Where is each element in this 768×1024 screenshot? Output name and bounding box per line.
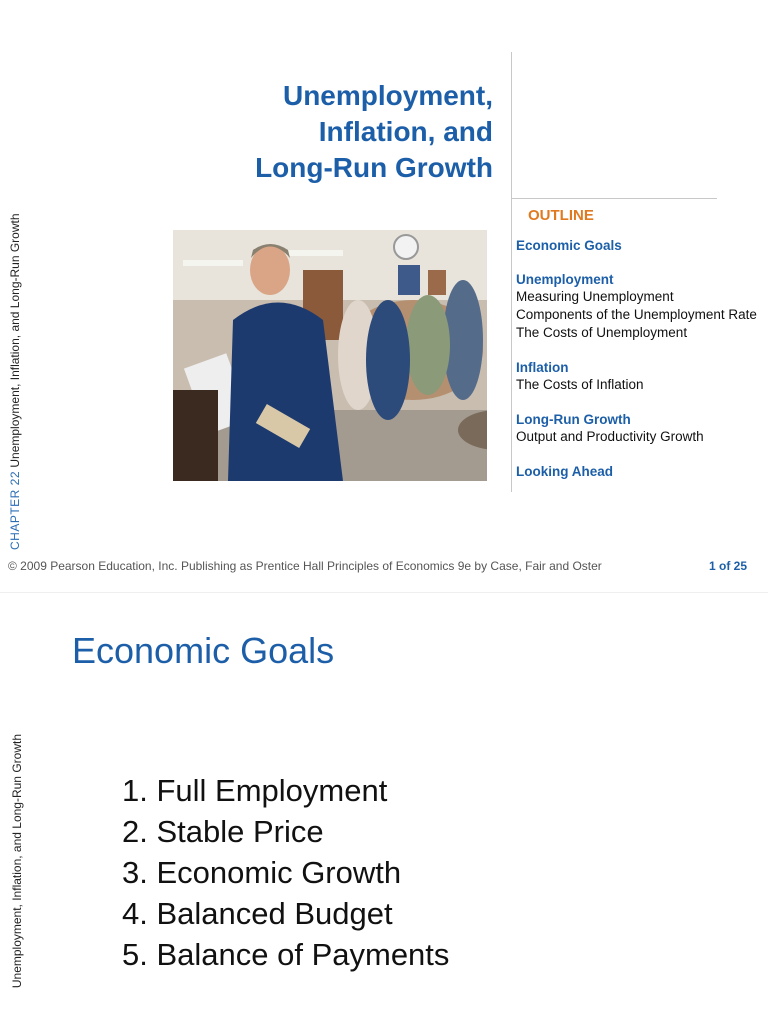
goals-list [122, 770, 449, 975]
goal-item: 4. Balanced Budget [122, 896, 393, 931]
outline-section-economic-goals[interactable]: Economic Goals [516, 238, 622, 253]
chapter-title-line-2: Inflation, and [318, 116, 493, 147]
vertical-divider [511, 52, 512, 492]
slide2-side-label: Unemployment, Inflation, and Long-Run Growth [10, 734, 24, 989]
goal-item: 1. Full Employment [122, 773, 388, 808]
chapter-side-label [5, 160, 25, 550]
outline-section-inflation[interactable]: Inflation [516, 360, 569, 375]
goal-item: 3. Economic Growth [122, 855, 402, 890]
slide-divider [0, 592, 768, 593]
chapter-side-title: Unemployment, Inflation, and Long-Run Growth [8, 213, 22, 468]
page-number: 1 of 25 [709, 559, 748, 573]
chapter-title-line-1: Unemployment, [282, 80, 493, 111]
outline-list [516, 237, 768, 480]
outline-section-long-run-growth[interactable]: Long-Run Growth [516, 412, 631, 427]
chapter-title-line-3: Long-Run Growth [255, 152, 493, 183]
outline-item: Components of the Unemployment Rate [516, 307, 757, 322]
outline-heading: OUTLINE [528, 207, 594, 224]
outline-item: The Costs of Inflation [516, 377, 644, 392]
copyright-footer: © 2009 Pearson Education, Inc. Publishing as Prentice Hall Principles of Economics 9e by Case, Fair and Oster [8, 559, 602, 573]
goal-item: 2. Stable Price [122, 814, 324, 849]
outline-item: The Costs of Unemployment [516, 325, 688, 340]
outline-divider [512, 198, 717, 199]
outline-section-looking-ahead[interactable]: Looking Ahead [516, 464, 613, 479]
chapter-number: CHAPTER 22 [8, 470, 22, 550]
outline-section-unemployment[interactable]: Unemployment [516, 272, 614, 287]
unemployment-line-photo [173, 230, 487, 481]
chapter-title [193, 78, 493, 186]
goal-item: 5. Balance of Payments [122, 937, 450, 972]
outline-item: Measuring Unemployment [516, 289, 674, 304]
outline-item: Output and Productivity Growth [516, 429, 704, 444]
slide2-title: Economic Goals [72, 630, 335, 671]
